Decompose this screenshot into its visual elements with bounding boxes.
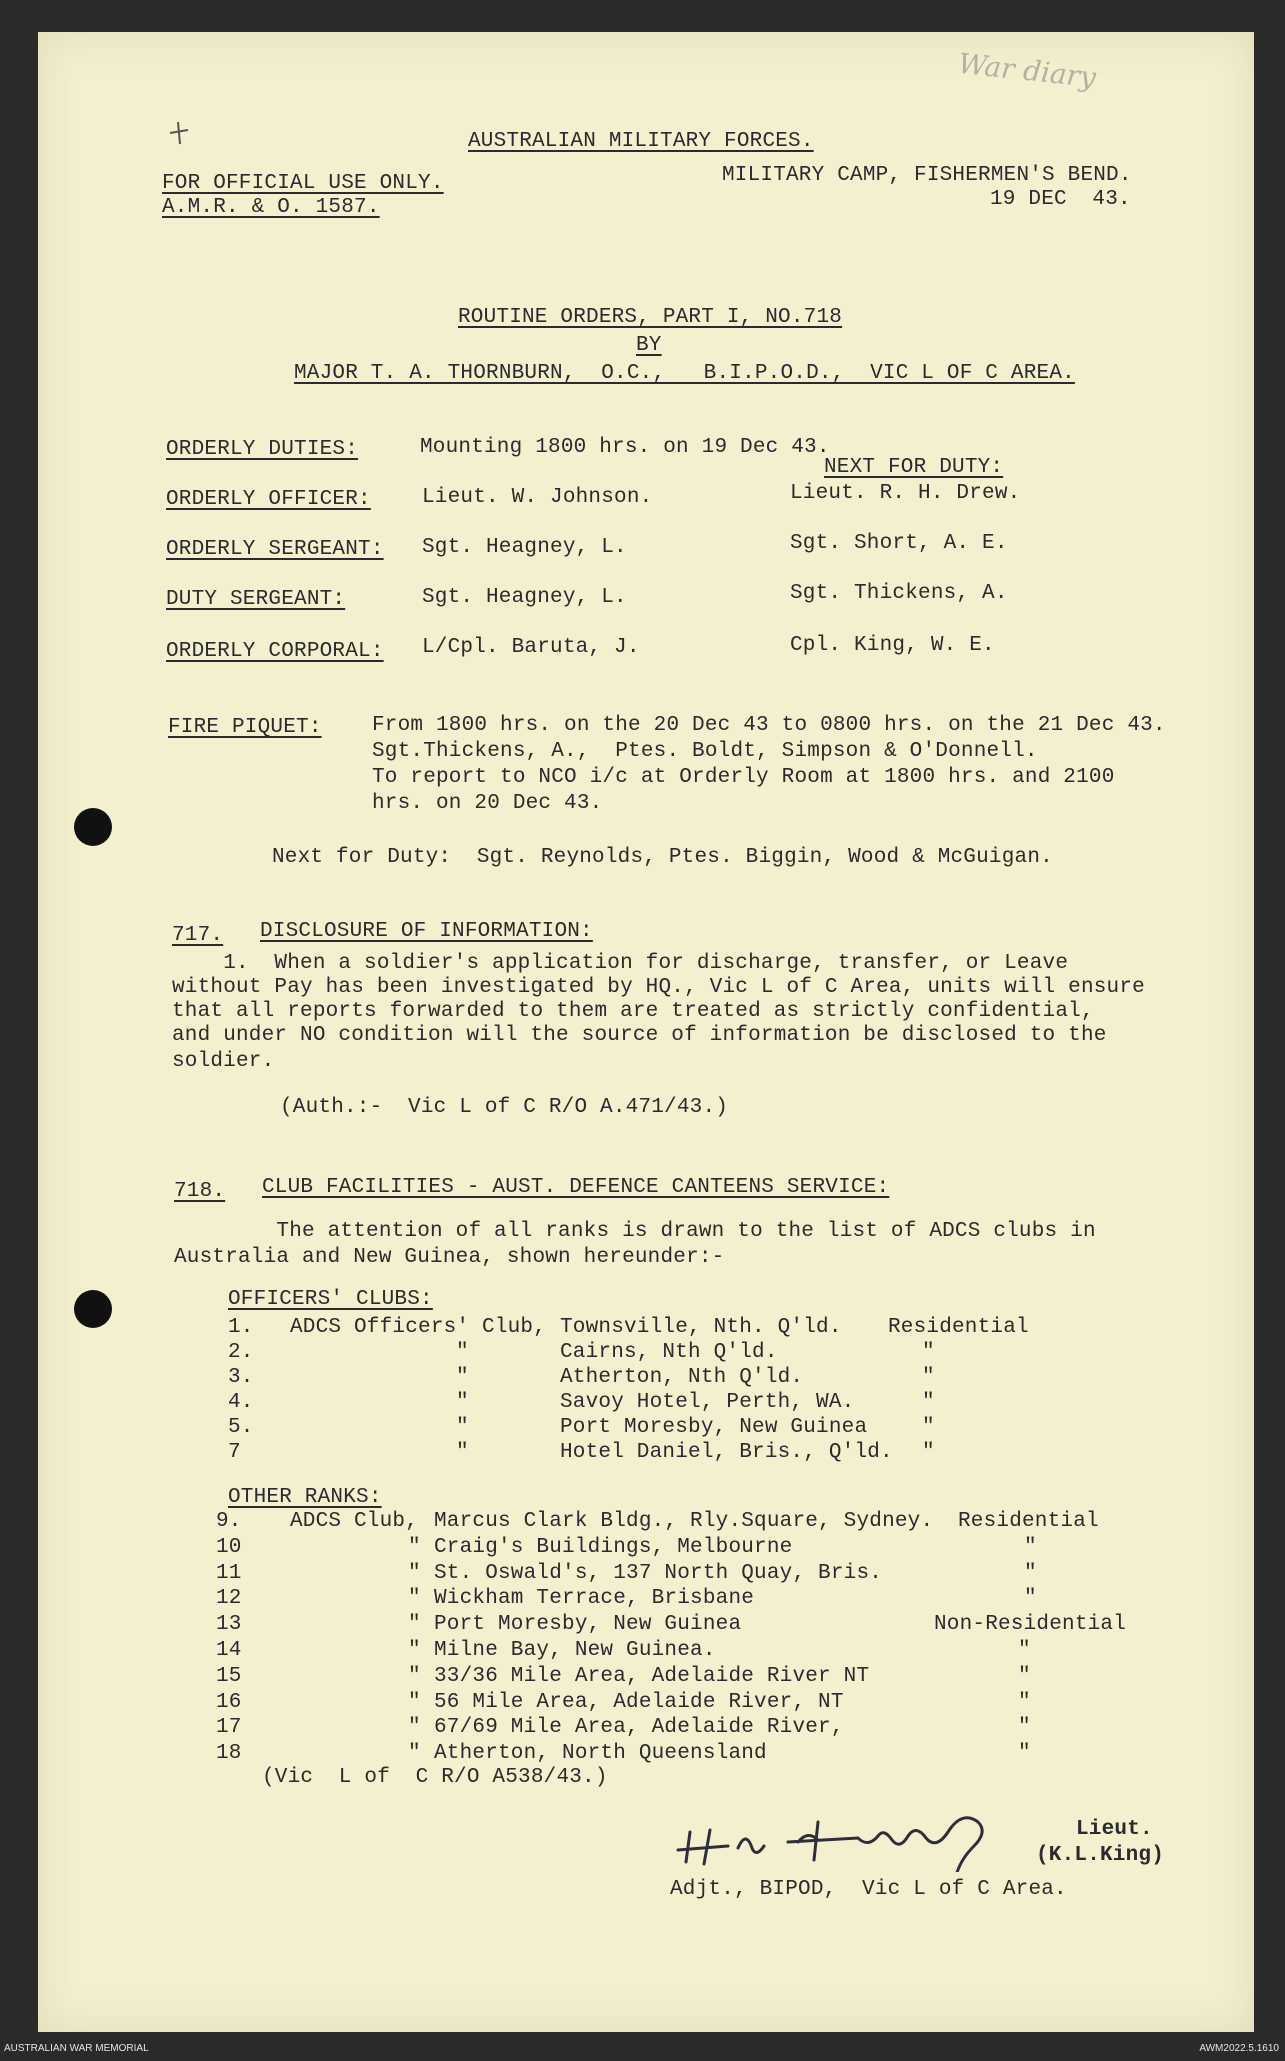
signatory-appointment: Adjt., BIPOD, Vic L of C Area. [670,1878,1067,1901]
other-ranks-heading: OTHER RANKS: [228,1486,382,1509]
club-name: " [408,1690,421,1714]
club-num: 5. [228,1416,254,1439]
club-place: 67/69 Mile Area, Adelaide River, [434,1716,844,1740]
club-type: " [922,1391,935,1414]
orderly-sergeant-current: Sgt. Heagney, L. [422,536,627,559]
section-718-auth: (Vic L of C R/O A538/43.) [262,1766,608,1789]
orders-issuer: MAJOR T. A. THORNBURN, O.C., B.I.P.O.D., VIC L OF C AREA. [294,362,1075,385]
club-type: " [1024,1535,1037,1559]
orders-title: ROUTINE ORDERS, PART I, NO.718 [458,306,843,329]
club-num: 18 [216,1742,242,1766]
club-place: Savoy Hotel, Perth, WA. [560,1391,855,1414]
fire-piquet-line: From 1800 hrs. on the 20 Dec 43 to 0800 hrs. on the 21 Dec 43. [372,714,1166,737]
handwritten-signature [668,1802,1058,1872]
orderly-sergeant-next: Sgt. Short, A. E. [790,532,1008,555]
section-718-intro: The attention of all ranks is drawn to the list of ADCS clubs in [174,1220,1096,1243]
club-num: 4. [228,1391,254,1414]
club-type: Residential [958,1510,1099,1533]
club-name: " [408,1561,421,1585]
club-type: " [1018,1690,1031,1714]
section-717-line: soldier. [172,1050,275,1073]
club-num: 3. [228,1366,254,1389]
club-name: " [456,1341,469,1364]
club-type: " [1018,1639,1031,1662]
club-place: 56 Mile Area, Adelaide River, NT [434,1690,844,1714]
orderly-corporal-current: L/Cpl. Baruta, J. [422,636,640,659]
club-type: " [1024,1587,1037,1611]
club-place: 33/36 Mile Area, Adelaide River NT [434,1664,870,1688]
club-num: 7 [228,1441,241,1464]
orderly-officer-label: ORDERLY OFFICER: [166,488,371,511]
club-type: " [1024,1561,1037,1585]
club-num: 13 [216,1613,242,1637]
section-717-auth: (Auth.:- Vic L of C R/O A.471/43.) [280,1096,729,1119]
orderly-corporal-next: Cpl. King, W. E. [790,634,995,657]
section-718-number: 718. [174,1180,226,1203]
header-title: AUSTRALIAN MILITARY FORCES. [468,130,814,153]
punch-hole [74,1290,112,1328]
club-name: ADCS Club, [290,1510,419,1533]
club-type: " [1018,1664,1031,1688]
officers-clubs-heading: OFFICERS' CLUBS: [228,1288,433,1311]
club-place: Wickham Terrace, Brisbane [434,1587,755,1611]
club-type: " [922,1416,935,1439]
duty-sergeant-label: DUTY SERGEANT: [166,588,346,611]
mounting-time: Mounting 1800 hrs. on 19 Dec 43. [420,436,830,459]
club-num: 10 [216,1535,242,1559]
orderly-corporal-label: ORDERLY CORPORAL: [166,640,384,663]
section-717-line: and under NO condition will the source of information be disclosed to the [172,1024,1107,1047]
club-place: St. Oswald's, 137 North Quay, Bris. [434,1561,883,1585]
classification: FOR OFFICIAL USE ONLY. [162,172,444,195]
club-name: " [408,1639,421,1662]
club-type: " [922,1366,935,1389]
section-718-intro: Australia and New Guinea, shown hereunder:- [174,1246,725,1269]
club-place: Marcus Clark Bldg., Rly.Square, Sydney. [434,1510,934,1533]
duty-sergeant-next: Sgt. Thickens, A. [790,582,1008,605]
fire-piquet-label: FIRE PIQUET: [168,716,322,739]
club-type: Non-Residential [934,1613,1127,1637]
club-num: 2. [228,1341,254,1364]
club-place: Craig's Buildings, Melbourne [434,1535,793,1559]
orderly-officer-next: Lieut. R. H. Drew. [790,482,1021,505]
section-717-line: that all reports forwarded to them are treated as strictly confidential, [172,1000,1094,1023]
club-type: " [922,1341,935,1364]
club-num: 17 [216,1716,242,1740]
club-place: Cairns, Nth Q'ld. [560,1341,778,1364]
archive-footer-left: AUSTRALIAN WAR MEMORIAL [4,2043,149,2054]
club-name: " [408,1587,421,1611]
club-place: Atherton, North Queensland [434,1742,767,1766]
camp-location: MILITARY CAMP, FISHERMEN'S BEND. [722,164,1132,187]
club-num: 12 [216,1587,242,1611]
pencil-annotation: War diary [956,46,1098,95]
club-name: " [408,1742,421,1766]
duty-sergeant-current: Sgt. Heagney, L. [422,586,627,609]
club-name: " [408,1613,421,1637]
club-name: ADCS Officers' Club, [290,1316,547,1339]
club-name: " [456,1391,469,1414]
archive-footer-right: AWM2022.5.1610 [1199,2043,1279,2054]
club-name: " [456,1441,469,1464]
club-num: 15 [216,1664,242,1688]
reference-number: A.M.R. & O. 1587. [162,196,380,219]
club-type: " [1018,1716,1031,1740]
club-num: 9. [216,1510,242,1533]
club-place: Hotel Daniel, Bris., Q'ld. [560,1441,893,1464]
section-717-title: DISCLOSURE OF INFORMATION: [260,920,593,943]
club-name: " [408,1664,421,1688]
club-num: 1. [228,1316,254,1339]
club-name: " [456,1416,469,1439]
orderly-officer-current: Lieut. W. Johnson. [422,486,653,509]
fire-piquet-line: hrs. on 20 Dec 43. [372,792,603,815]
club-name: " [408,1535,421,1559]
orders-by: BY [636,334,662,357]
club-place: Townsville, Nth. Q'ld. [560,1316,842,1339]
club-num: 11 [216,1561,242,1585]
club-type: " [922,1441,935,1464]
club-type: Residential [888,1316,1029,1339]
club-num: 14 [216,1639,242,1662]
section-718-title: CLUB FACILITIES - AUST. DEFENCE CANTEENS SERVICE: [262,1176,890,1199]
club-name: " [408,1716,421,1740]
section-717-line: 1. When a soldier's application for discharge, transfer, or Leave [172,952,1069,975]
orderly-duties-label: ORDERLY DUTIES: [166,438,359,461]
fire-piquet-next: Next for Duty: Sgt. Reynolds, Ptes. Biggin, Wood & McGuigan. [272,846,1053,869]
signatory-name: (K.L.King) [1036,1844,1165,1867]
club-place: Atherton, Nth Q'ld. [560,1366,804,1389]
next-for-duty-header: NEXT FOR DUTY: [824,456,1004,479]
section-717-number: 717. [172,924,224,947]
punch-hole [74,808,112,846]
document-date: 19 DEC 43. [990,188,1131,211]
orderly-sergeant-label: ORDERLY SERGEANT: [166,538,384,561]
section-717-line: without Pay has been investigated by HQ., Vic L of C Area, units will ensure [172,976,1145,999]
club-num: 16 [216,1690,242,1714]
punch-mark [164,118,194,148]
fire-piquet-line: To report to NCO i/c at Orderly Room at 1800 hrs. and 2100 [372,766,1115,789]
club-name: " [456,1366,469,1389]
document-page [38,32,1254,2032]
fire-piquet-line: Sgt.Thickens, A., Ptes. Boldt, Simpson & O'Donnell. [372,740,1038,763]
signatory-rank: Lieut. [1076,1818,1153,1841]
club-place: Milne Bay, New Guinea. [434,1639,716,1662]
club-type: " [1018,1742,1031,1766]
club-place: Port Moresby, New Guinea [560,1416,868,1439]
club-place: Port Moresby, New Guinea [434,1613,742,1637]
